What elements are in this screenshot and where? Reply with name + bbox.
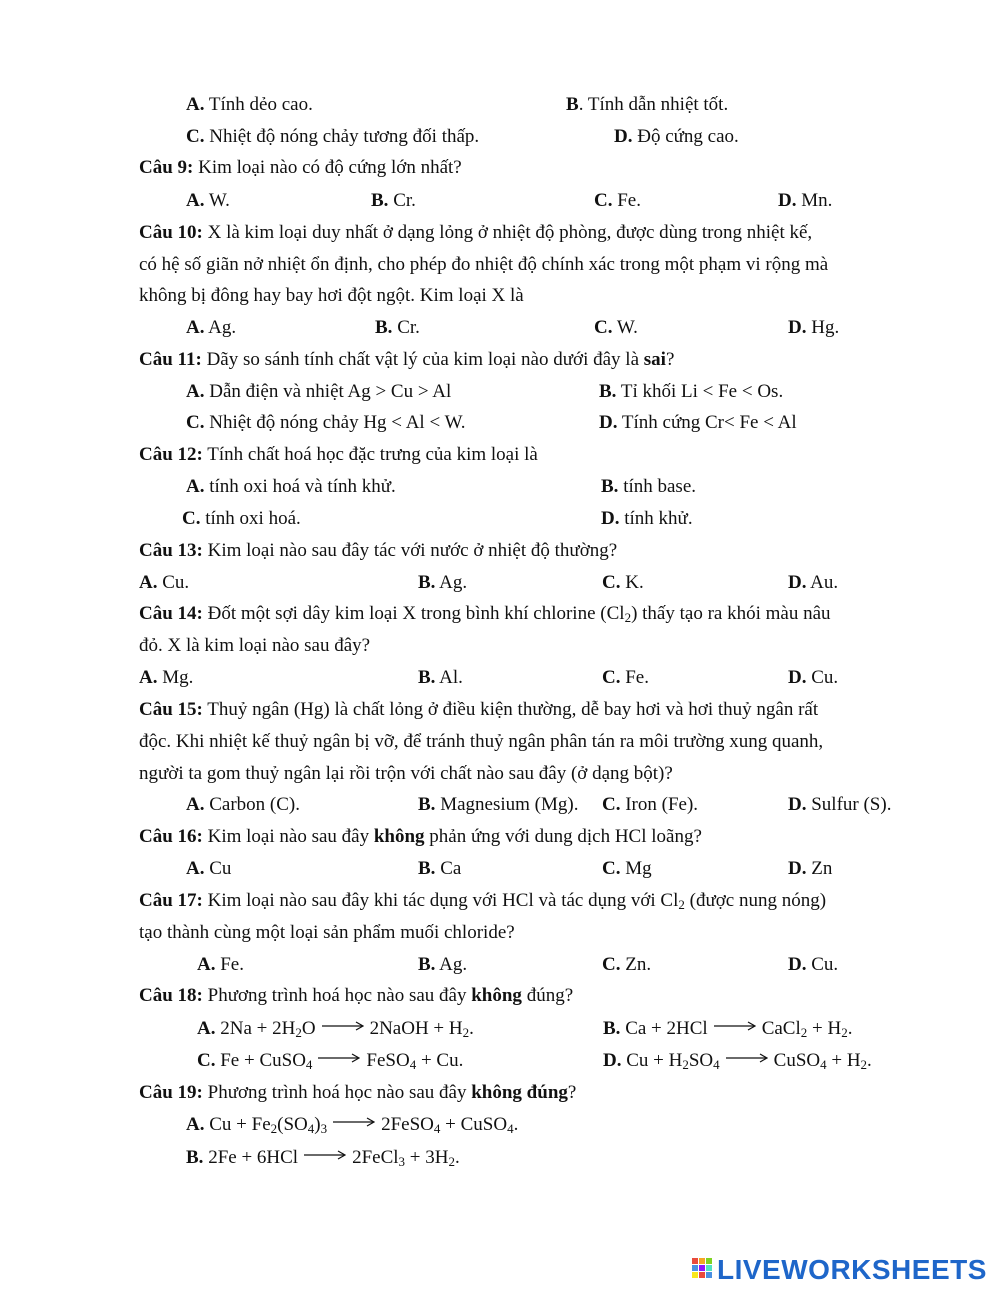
- q11-stem: Câu 11: Dãy so sánh tính chất vật lý của kim loại nào dưới đây là sai?: [139, 349, 675, 370]
- q10-stem-line-2: có hệ số giãn nở nhiệt ổn định, cho phép đo nhiệt độ chính xác trong một phạm vi rộng mà: [139, 254, 829, 275]
- q15-option-d[interactable]: D. Sulfur (S).: [788, 794, 892, 815]
- q16-stem: Câu 16: Kim loại nào sau đây không phản ứng với dung dịch HCl loãng?: [139, 826, 702, 847]
- q11-option-b[interactable]: B. Tỉ khối Li < Fe < Os.: [599, 381, 784, 402]
- q14-option-a[interactable]: A. Mg.: [139, 667, 194, 688]
- liveworksheets-logo[interactable]: [692, 1253, 987, 1287]
- q13-option-a[interactable]: A. Cu.: [139, 572, 190, 593]
- q18-stem: Câu 18: Phương trình hoá học nào sau đây không đúng?: [139, 985, 574, 1006]
- q17-option-d[interactable]: D. Cu.: [788, 954, 839, 975]
- q16-option-c[interactable]: C. Mg: [602, 858, 652, 879]
- q9-option-a[interactable]: A. W.: [186, 190, 230, 211]
- reaction-arrow-icon: [322, 1021, 364, 1031]
- reaction-arrow-icon: [726, 1053, 768, 1063]
- q17-option-b[interactable]: B. Ag.: [418, 954, 468, 975]
- q8-option-b[interactable]: B. Tính dẫn nhiệt tốt.: [566, 94, 729, 115]
- q18-option-b[interactable]: B. Ca + 2HCl CaCl$_2$ + $H_2$.: [603, 1018, 853, 1040]
- q17-option-c[interactable]: C. Zn.: [602, 954, 652, 975]
- q15-stem-line-1: Câu 15: Thuỷ ngân (Hg) là chất lỏng ở điều kiện thường, dễ bay hơi và hơi thuỷ ngân rất: [139, 699, 819, 720]
- q14-option-c[interactable]: C. Fe.: [602, 667, 649, 688]
- q16-option-a[interactable]: A. Cu: [186, 858, 232, 879]
- reaction-arrow-icon: [333, 1117, 375, 1127]
- reaction-arrow-icon: [304, 1150, 346, 1160]
- q15-option-b[interactable]: B. Magnesium (Mg).: [418, 794, 579, 815]
- q18-option-c[interactable]: C. Fe + CuSO$_4$ FeSO$_4$ + Cu.: [197, 1050, 464, 1072]
- q11-option-d[interactable]: D. Tính cứng Cr< Fe < Al: [599, 412, 797, 433]
- q18-option-a[interactable]: A. $2Na + 2H_2O$ 2NaOH + $H_2$.: [197, 1018, 474, 1040]
- q12-option-b[interactable]: B. tính base.: [601, 476, 697, 497]
- q13-stem: Câu 13: Kim loại nào sau đây tác với nước ở nhiệt độ thường?: [139, 540, 618, 561]
- q12-option-a[interactable]: A. tính oxi hoá và tính khử.: [186, 476, 396, 497]
- q17-option-a[interactable]: A. Fe.: [197, 954, 244, 975]
- q12-option-d[interactable]: D. tính khử.: [601, 508, 693, 529]
- q14-stem-line-1: Câu 14: Đốt một sợi dây kim loại X trong bình khí chlorine $(Cl_2)$ thấy tạo ra khói màu nâu: [139, 603, 831, 625]
- q10-option-d[interactable]: D. Hg.: [788, 317, 840, 338]
- q16-option-b[interactable]: B. Ca: [418, 858, 462, 879]
- liveworksheets-logo-text: LIVEWORKSHEETS: [717, 1254, 987, 1285]
- q10-option-c[interactable]: C. W.: [594, 317, 638, 338]
- q15-stem-line-3: người ta gom thuỷ ngân lại rồi trộn với chất nào sau đây (ở dạng bột)?: [139, 763, 673, 784]
- reaction-arrow-icon: [714, 1021, 756, 1031]
- reaction-arrow-icon: [318, 1053, 360, 1063]
- q16-option-d[interactable]: D. Zn: [788, 858, 833, 879]
- q14-option-d[interactable]: D. Cu.: [788, 667, 839, 688]
- q14-option-b[interactable]: B. Al.: [418, 667, 463, 688]
- q15-option-a[interactable]: A. Carbon (C).: [186, 794, 300, 815]
- q18-option-d[interactable]: D. $Cu + H_2SO_4$ CuSO$_4$ + $H_2$.: [603, 1050, 872, 1072]
- liveworksheets-cubes-icon: [692, 1258, 714, 1282]
- q9-option-d[interactable]: D. Mn.: [778, 190, 833, 211]
- q12-stem: Câu 12: Tính chất hoá học đặc trưng của kim loại là: [139, 444, 538, 465]
- q15-option-c[interactable]: C. Iron (Fe).: [602, 794, 699, 815]
- q11-option-c[interactable]: C. Nhiệt độ nóng chảy Hg < Al < W.: [186, 412, 466, 433]
- q11-option-a[interactable]: A. Dẫn điện và nhiệt Ag > Cu > Al: [186, 381, 452, 402]
- q17-stem-line-1: Câu 17: Kim loại nào sau đây khi tác dụng với HCl và tác dụng với $Cl_2$ (được nung nóng): [139, 890, 827, 912]
- q13-option-d[interactable]: D. Au.: [788, 572, 839, 593]
- q19-stem: Câu 19: Phương trình hoá học nào sau đây không đúng?: [139, 1082, 577, 1103]
- q8-option-a[interactable]: A. Tính dẻo cao.: [186, 94, 313, 115]
- q10-option-b[interactable]: B. Cr.: [375, 317, 420, 338]
- q10-stem-line-3: không bị đông hay bay hơi đột ngột. Kim loại X là: [139, 285, 524, 306]
- q9-stem: Câu 9: Kim loại nào có độ cứng lớn nhất?: [139, 157, 462, 178]
- q12-option-c[interactable]: C. tính oxi hoá.: [182, 508, 301, 529]
- q19-option-b[interactable]: B. 2Fe + 6HCl 2FeCl$_3$ + $3H_2$.: [186, 1147, 460, 1169]
- q15-stem-line-2: độc. Khi nhiệt kế thuỷ ngân bị vỡ, để tránh thuỷ ngân phân tán ra môi trường xung quanh,: [139, 731, 824, 752]
- q13-option-b[interactable]: B. Ag.: [418, 572, 468, 593]
- q9-option-c[interactable]: C. Fe.: [594, 190, 641, 211]
- q8-option-d[interactable]: D. Độ cứng cao.: [614, 126, 739, 147]
- q10-stem-line-1: Câu 10: X là kim loại duy nhất ở dạng lỏng ở nhiệt độ phòng, được dùng trong nhiệt kế,: [139, 222, 813, 243]
- q19-option-a[interactable]: A. $Cu + Fe_2(SO_4)_3$ 2FeSO$_4$ + CuSO$_4$.: [186, 1114, 519, 1136]
- q9-option-b[interactable]: B. Cr.: [371, 190, 416, 211]
- q10-option-a[interactable]: A. Ag.: [186, 317, 237, 338]
- q17-stem-line-2: tạo thành cùng một loại sản phẩm muối chloride?: [139, 922, 515, 943]
- q14-stem-line-2: đỏ. X là kim loại nào sau đây?: [139, 635, 371, 656]
- q8-option-c[interactable]: C. Nhiệt độ nóng chảy tương đối thấp.: [186, 126, 480, 147]
- q13-option-c[interactable]: C. K.: [602, 572, 644, 593]
